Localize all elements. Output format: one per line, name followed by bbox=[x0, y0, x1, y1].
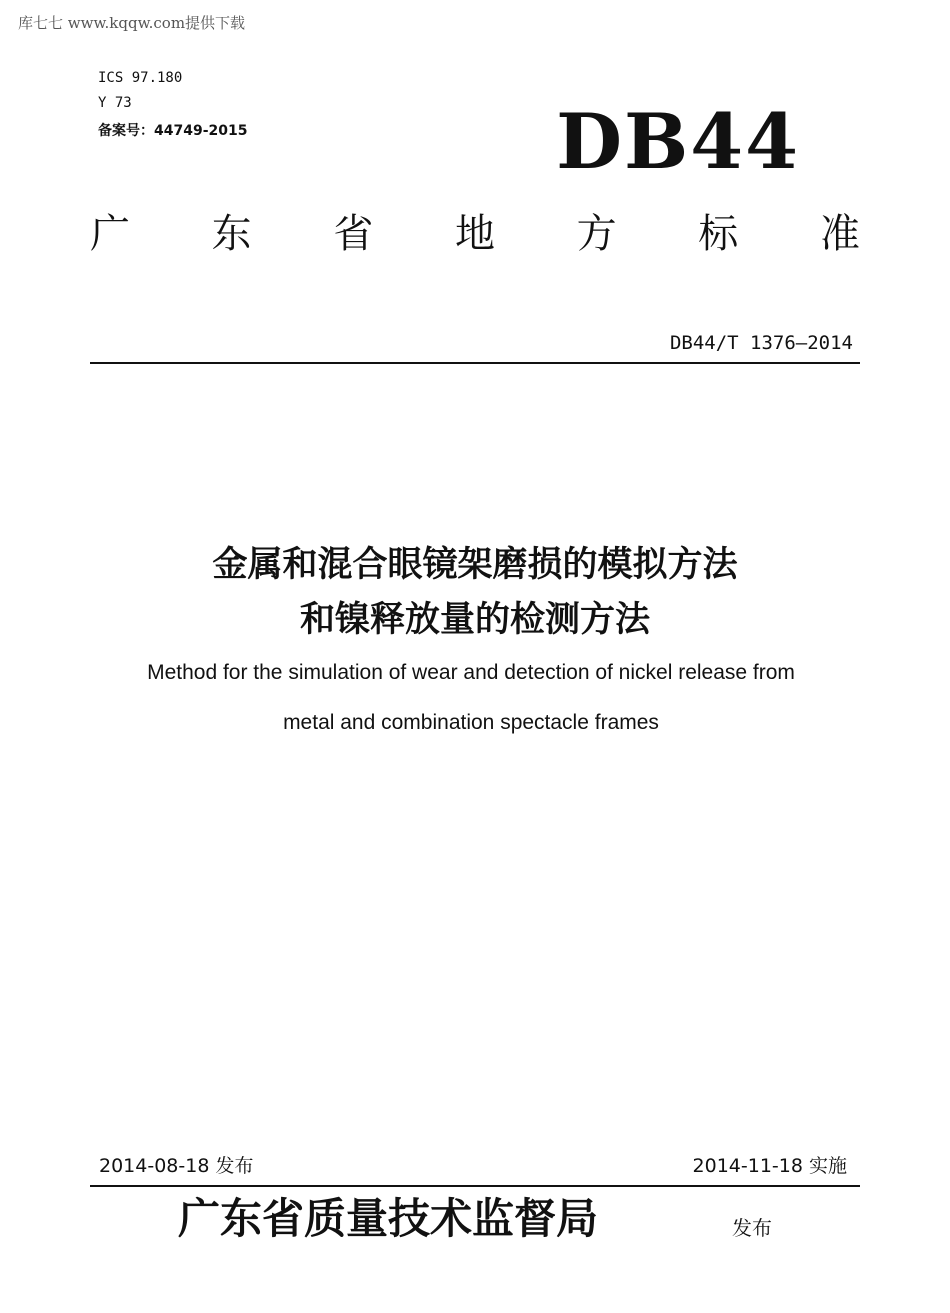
bottom-divider bbox=[90, 1185, 860, 1187]
local-standard-heading bbox=[90, 211, 860, 257]
top-divider bbox=[90, 362, 860, 364]
heading-char: 东 bbox=[211, 211, 252, 257]
filing-number: 备案号：44749-2015 bbox=[98, 123, 248, 139]
release-date: 2014-08-18 发布 bbox=[99, 1155, 254, 1177]
ics-code: ICS 97.180 bbox=[98, 70, 183, 86]
standard-number: DB44/T 1376—2014 bbox=[669, 332, 853, 354]
heading-char: 地 bbox=[454, 211, 495, 257]
watermark-text: 库七七 www.kqqw.com提供下载 bbox=[18, 14, 246, 32]
standard-code-logo: DB44 bbox=[556, 97, 800, 186]
title-zh-line2: 和镍释放量的检测方法 bbox=[299, 600, 650, 640]
heading-char: 准 bbox=[819, 211, 860, 257]
publish-label: 发布 bbox=[732, 1216, 772, 1240]
effective-date: 2014-11-18 实施 bbox=[692, 1155, 847, 1177]
heading-char: 广 bbox=[90, 211, 130, 257]
heading-char: 方 bbox=[576, 211, 617, 257]
title-en-line1: Method for the simulation of wear and detection of nickel release from bbox=[147, 661, 795, 684]
title-en-line2: metal and combination spectacle frames bbox=[283, 711, 659, 734]
heading-char: 标 bbox=[698, 211, 739, 257]
classification-code: Y 73 bbox=[98, 95, 132, 111]
title-zh-line1: 金属和混合眼镜架磨损的模拟方法 bbox=[212, 545, 738, 585]
publisher-name: 广东省质量技术监督局 bbox=[178, 1194, 599, 1243]
heading-char: 省 bbox=[333, 211, 374, 257]
